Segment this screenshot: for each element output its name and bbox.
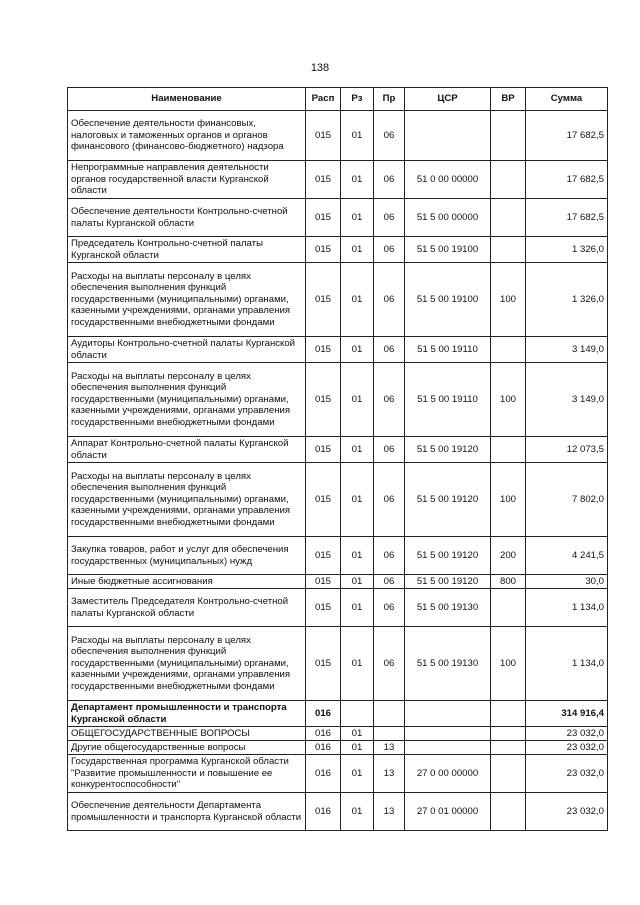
row-pr: 06 <box>374 237 405 263</box>
row-vr <box>491 727 526 741</box>
row-pr: 06 <box>374 589 405 627</box>
row-pr: 06 <box>374 437 405 463</box>
table-row <box>68 701 608 727</box>
row-name: Расходы на выплаты персоналу в целях обеспечения выполнения функций государственными (муниципальными) органами, казенными учреждениями, органами управления государственными внебюджетными фондами <box>68 627 306 701</box>
row-pr <box>374 701 405 727</box>
row-rz: 01 <box>341 627 374 701</box>
row-csr: 27 0 00 00000 <box>405 755 491 793</box>
row-name: Расходы на выплаты персоналу в целях обеспечения выполнения функций государственными (муниципальными) органами, казенными учреждениями, органами управления государственными внебюджетными фондами <box>68 263 306 337</box>
row-rz: 01 <box>341 463 374 537</box>
row-rasp: 015 <box>306 575 341 589</box>
row-rz: 01 <box>341 437 374 463</box>
row-sum: 4 241,5 <box>526 537 608 575</box>
row-pr: 06 <box>374 263 405 337</box>
row-vr <box>491 161 526 199</box>
row-sum: 23 032,0 <box>526 741 608 755</box>
row-csr: 27 0 01 00000 <box>405 793 491 831</box>
row-vr <box>491 437 526 463</box>
row-pr <box>374 727 405 741</box>
row-sum: 17 682,5 <box>526 161 608 199</box>
row-name: Департамент промышленности и транспорта Курганской области <box>68 701 306 727</box>
row-rz: 01 <box>341 237 374 263</box>
row-rasp: 016 <box>306 741 341 755</box>
row-pr: 06 <box>374 627 405 701</box>
row-rasp: 015 <box>306 437 341 463</box>
table-row <box>68 537 608 575</box>
row-sum: 23 032,0 <box>526 727 608 741</box>
row-rz: 01 <box>341 793 374 831</box>
row-vr: 100 <box>491 463 526 537</box>
row-sum: 1 326,0 <box>526 263 608 337</box>
row-csr: 51 5 00 19110 <box>405 363 491 437</box>
row-csr: 51 5 00 19120 <box>405 537 491 575</box>
row-vr <box>491 793 526 831</box>
row-csr <box>405 727 491 741</box>
row-pr: 06 <box>374 161 405 199</box>
header-vr: ВР <box>491 88 526 111</box>
row-vr <box>491 237 526 263</box>
row-rasp: 015 <box>306 363 341 437</box>
row-sum: 1 326,0 <box>526 237 608 263</box>
row-rasp: 016 <box>306 727 341 741</box>
row-rz <box>341 701 374 727</box>
row-vr: 100 <box>491 363 526 437</box>
table-row <box>68 727 608 741</box>
table-row <box>68 741 608 755</box>
header-name: Наименование <box>68 88 306 111</box>
row-rasp: 015 <box>306 337 341 363</box>
row-name: Заместитель Председателя Контрольно-счетной палаты Курганской области <box>68 589 306 627</box>
header-pr: Пр <box>374 88 405 111</box>
row-name: Обеспечение деятельности финансовых, налоговых и таможенных органов и органов финансового (финансово-бюджетного) надзора <box>68 111 306 161</box>
row-rasp: 015 <box>306 161 341 199</box>
row-csr: 51 5 00 19110 <box>405 337 491 363</box>
row-csr <box>405 741 491 755</box>
row-vr <box>491 199 526 237</box>
table-row <box>68 237 608 263</box>
row-csr: 51 5 00 19120 <box>405 575 491 589</box>
row-pr: 13 <box>374 755 405 793</box>
table-row <box>68 755 608 793</box>
row-pr: 06 <box>374 575 405 589</box>
row-rasp: 015 <box>306 537 341 575</box>
table-row <box>68 337 608 363</box>
row-rz: 01 <box>341 337 374 363</box>
row-name: Аудиторы Контрольно-счетной палаты Курганской области <box>68 337 306 363</box>
row-rz: 01 <box>341 111 374 161</box>
header-csr: ЦСР <box>405 88 491 111</box>
row-csr <box>405 111 491 161</box>
row-name: Другие общегосударственные вопросы <box>68 741 306 755</box>
row-csr: 51 5 00 19100 <box>405 263 491 337</box>
row-csr: 51 5 00 19120 <box>405 463 491 537</box>
table-row <box>68 363 608 437</box>
row-name: Обеспечение деятельности Департамента промышленности и транспорта Курганской области <box>68 793 306 831</box>
row-pr: 06 <box>374 537 405 575</box>
row-sum: 12 073,5 <box>526 437 608 463</box>
table-row <box>68 263 608 337</box>
row-sum: 17 682,5 <box>526 199 608 237</box>
row-sum: 17 682,5 <box>526 111 608 161</box>
table-row <box>68 437 608 463</box>
row-vr: 200 <box>491 537 526 575</box>
table-row <box>68 627 608 701</box>
row-rz: 01 <box>341 589 374 627</box>
row-rz: 01 <box>341 161 374 199</box>
row-vr <box>491 589 526 627</box>
row-rasp: 016 <box>306 793 341 831</box>
row-csr: 51 5 00 19120 <box>405 437 491 463</box>
header-rasp: Расп <box>306 88 341 111</box>
row-rasp: 015 <box>306 237 341 263</box>
row-name: Непрограммные направления деятельности органов государственной власти Курганской области <box>68 161 306 199</box>
row-csr: 51 5 00 19130 <box>405 627 491 701</box>
row-sum: 1 134,0 <box>526 627 608 701</box>
row-vr: 800 <box>491 575 526 589</box>
row-rz: 01 <box>341 755 374 793</box>
page-number: 138 <box>310 62 330 74</box>
row-pr: 06 <box>374 363 405 437</box>
row-pr: 06 <box>374 463 405 537</box>
row-name: Закупка товаров, работ и услуг для обеспечения государственных (муниципальных) нужд <box>68 537 306 575</box>
row-sum: 23 032,0 <box>526 793 608 831</box>
row-name: Обеспечение деятельности Контрольно-счетной палаты Курганской области <box>68 199 306 237</box>
row-csr: 51 5 00 00000 <box>405 199 491 237</box>
row-csr: 51 0 00 00000 <box>405 161 491 199</box>
row-pr: 06 <box>374 199 405 237</box>
row-name: Расходы на выплаты персоналу в целях обеспечения выполнения функций государственными (муниципальными) органами, казенными учреждениями, органами управления государственными внебюджетными фондами <box>68 363 306 437</box>
row-vr <box>491 741 526 755</box>
row-vr <box>491 755 526 793</box>
row-sum: 30,0 <box>526 575 608 589</box>
row-sum: 7 802,0 <box>526 463 608 537</box>
row-csr: 51 5 00 19100 <box>405 237 491 263</box>
table-header-row <box>68 88 608 111</box>
row-rasp: 015 <box>306 589 341 627</box>
row-vr <box>491 337 526 363</box>
table-row <box>68 575 608 589</box>
row-rasp: 015 <box>306 627 341 701</box>
row-rz: 01 <box>341 727 374 741</box>
row-rz: 01 <box>341 741 374 755</box>
row-pr: 13 <box>374 793 405 831</box>
table-row <box>68 589 608 627</box>
row-vr <box>491 701 526 727</box>
row-rz: 01 <box>341 199 374 237</box>
row-name: Государственная программа Курганской области "Развитие промышленности и повышение ее конкурентоспособности" <box>68 755 306 793</box>
row-name: Иные бюджетные ассигнования <box>68 575 306 589</box>
row-rz: 01 <box>341 575 374 589</box>
row-rz: 01 <box>341 363 374 437</box>
row-sum: 314 916,4 <box>526 701 608 727</box>
row-rasp: 015 <box>306 263 341 337</box>
budget-table <box>67 87 608 831</box>
row-csr: 51 5 00 19130 <box>405 589 491 627</box>
row-name: Расходы на выплаты персоналу в целях обеспечения выполнения функций государственными (муниципальными) органами, казенными учреждениями, органами управления государственными внебюджетными фондами <box>68 463 306 537</box>
row-vr <box>491 111 526 161</box>
row-name: Аппарат Контрольно-счетной палаты Курганской области <box>68 437 306 463</box>
table-row <box>68 161 608 199</box>
row-rasp: 015 <box>306 463 341 537</box>
row-csr <box>405 701 491 727</box>
row-pr: 06 <box>374 111 405 161</box>
row-vr: 100 <box>491 263 526 337</box>
row-pr: 06 <box>374 337 405 363</box>
header-sum: Сумма <box>526 88 608 111</box>
row-name: ОБЩЕГОСУДАРСТВЕННЫЕ ВОПРОСЫ <box>68 727 306 741</box>
row-rasp: 015 <box>306 199 341 237</box>
table-row <box>68 463 608 537</box>
table-row <box>68 199 608 237</box>
header-rz: Рз <box>341 88 374 111</box>
table-row <box>68 111 608 161</box>
row-name: Председатель Контрольно-счетной палаты Курганской области <box>68 237 306 263</box>
row-rasp: 015 <box>306 111 341 161</box>
row-rasp: 016 <box>306 755 341 793</box>
table-row <box>68 793 608 831</box>
row-sum: 3 149,0 <box>526 337 608 363</box>
row-sum: 3 149,0 <box>526 363 608 437</box>
row-sum: 1 134,0 <box>526 589 608 627</box>
row-rz: 01 <box>341 263 374 337</box>
row-sum: 23 032,0 <box>526 755 608 793</box>
row-rz: 01 <box>341 537 374 575</box>
row-rasp: 016 <box>306 701 341 727</box>
row-vr: 100 <box>491 627 526 701</box>
row-pr: 13 <box>374 741 405 755</box>
